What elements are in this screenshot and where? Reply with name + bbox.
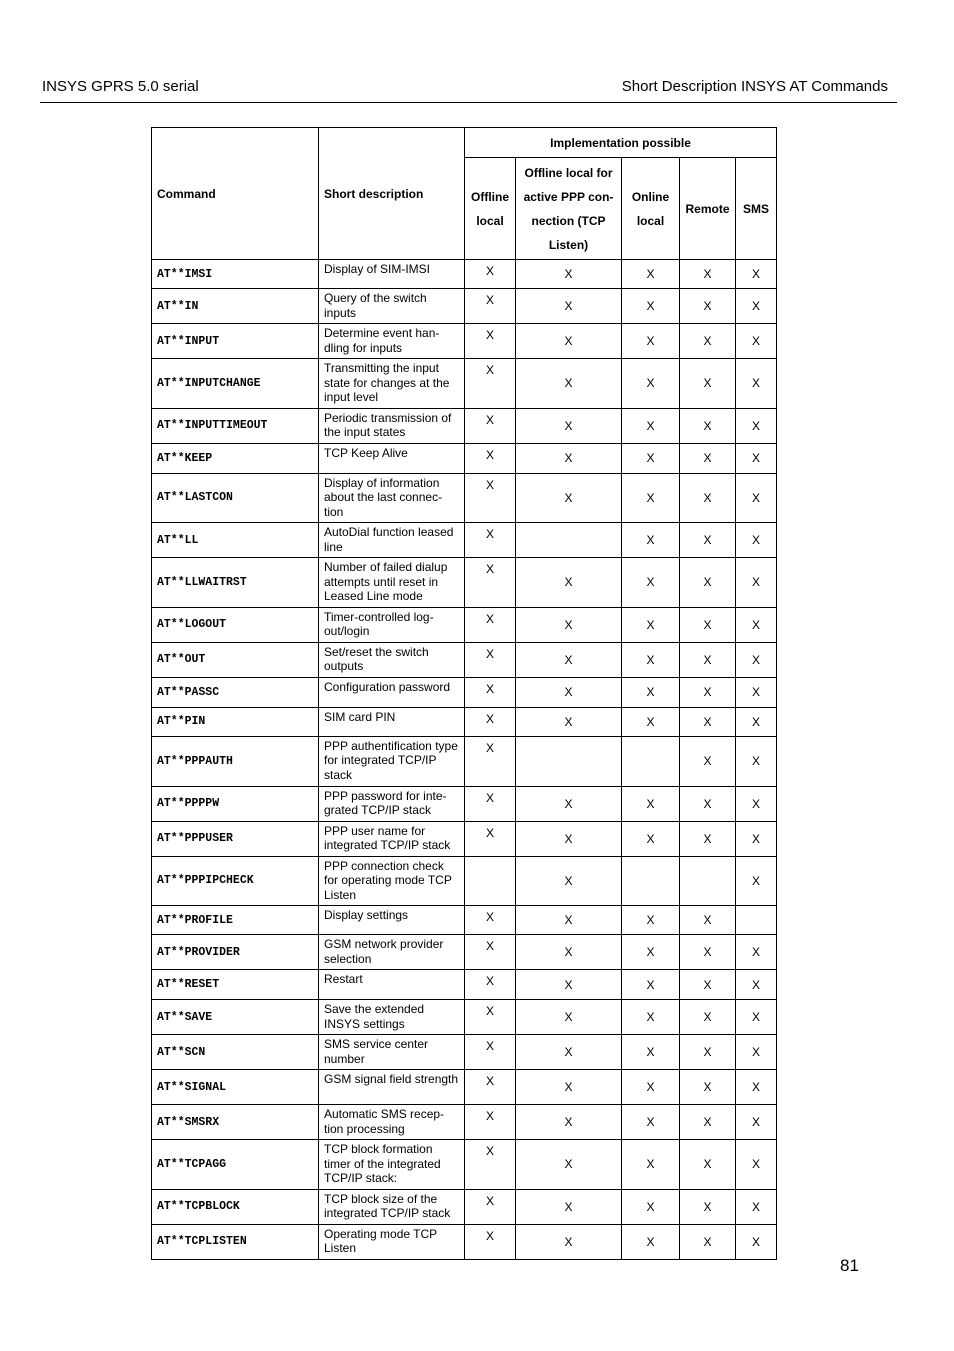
offline-ppp-cell: X xyxy=(516,473,622,523)
table-row xyxy=(152,289,777,324)
command-cell: AT**OUT xyxy=(152,642,319,677)
sms-cell: X xyxy=(736,359,777,409)
table-row xyxy=(152,408,777,443)
description-cell: GSM signal field strength xyxy=(319,1070,465,1105)
offline-local-cell: X xyxy=(465,642,516,677)
online-local-cell: X xyxy=(622,289,680,324)
remote-cell: X xyxy=(680,359,736,409)
offline-local-cell: X xyxy=(465,1224,516,1259)
online-local-cell: X xyxy=(622,607,680,642)
online-local-cell: X xyxy=(622,359,680,409)
table-row xyxy=(152,1105,777,1140)
table-body xyxy=(152,260,777,1260)
offline-local-cell: X xyxy=(465,1189,516,1224)
remote-cell: X xyxy=(680,324,736,359)
offline-ppp-cell: X xyxy=(516,821,622,856)
remote-cell: X xyxy=(680,289,736,324)
header-divider xyxy=(40,102,897,103)
column-header-offline-ppp: Offline local for active PPP con-nection (TCP Listen) xyxy=(516,158,622,260)
command-cell: AT**RESET xyxy=(152,970,319,1000)
sms-cell: X xyxy=(736,1189,777,1224)
description-cell: Display of SIM-IMSI xyxy=(319,260,465,289)
offline-ppp-cell: X xyxy=(516,707,622,736)
command-cell: AT**LASTCON xyxy=(152,473,319,523)
column-header-remote: Remote xyxy=(680,158,736,260)
remote-cell: X xyxy=(680,260,736,289)
offline-ppp-cell: X xyxy=(516,558,622,608)
offline-ppp-cell: X xyxy=(516,856,622,906)
column-group-implementation: Implementation possible xyxy=(465,128,777,158)
command-cell: AT**PPPUSER xyxy=(152,821,319,856)
description-cell: Operating mode TCP Listen xyxy=(319,1224,465,1259)
offline-local-cell: X xyxy=(465,408,516,443)
offline-local-cell: X xyxy=(465,821,516,856)
sms-cell: X xyxy=(736,786,777,821)
sms-cell: X xyxy=(736,1035,777,1070)
offline-local-cell: X xyxy=(465,970,516,1000)
column-header-offline-local: Offline local xyxy=(465,158,516,260)
table-row xyxy=(152,443,777,473)
online-local-cell: X xyxy=(622,1070,680,1105)
remote-cell: X xyxy=(680,821,736,856)
table-row xyxy=(152,1000,777,1035)
description-cell: PPP connection check for operating mode TCP Listen xyxy=(319,856,465,906)
command-cell: AT**LOGOUT xyxy=(152,607,319,642)
remote-cell xyxy=(680,856,736,906)
sms-cell: X xyxy=(736,260,777,289)
offline-local-cell: X xyxy=(465,1105,516,1140)
command-cell: AT**LL xyxy=(152,523,319,558)
description-cell: Transmitting the input state for changes at the input level xyxy=(319,359,465,409)
offline-ppp-cell: X xyxy=(516,1000,622,1035)
command-cell: AT**PROVIDER xyxy=(152,935,319,970)
offline-ppp-cell: X xyxy=(516,408,622,443)
offline-local-cell: X xyxy=(465,289,516,324)
offline-local-cell: X xyxy=(465,1035,516,1070)
offline-local-cell: X xyxy=(465,324,516,359)
offline-local-cell: X xyxy=(465,443,516,473)
offline-ppp-cell: X xyxy=(516,1224,622,1259)
offline-local-cell: X xyxy=(465,1000,516,1035)
remote-cell: X xyxy=(680,443,736,473)
table-row xyxy=(152,821,777,856)
sms-cell: X xyxy=(736,935,777,970)
offline-ppp-cell: X xyxy=(516,1189,622,1224)
online-local-cell: X xyxy=(622,324,680,359)
description-cell: Configuration password xyxy=(319,677,465,707)
description-cell: Periodic transmission of the input states xyxy=(319,408,465,443)
description-cell: PPP user name for integrated TCP/IP stack xyxy=(319,821,465,856)
command-cell: AT**LLWAITRST xyxy=(152,558,319,608)
remote-cell: X xyxy=(680,558,736,608)
online-local-cell xyxy=(622,856,680,906)
description-cell: SIM card PIN xyxy=(319,707,465,736)
table-row xyxy=(152,1189,777,1224)
description-cell: Timer-controlled log-out/login xyxy=(319,607,465,642)
remote-cell: X xyxy=(680,677,736,707)
offline-local-cell: X xyxy=(465,736,516,786)
online-local-cell: X xyxy=(622,786,680,821)
sms-cell: X xyxy=(736,289,777,324)
online-local-cell: X xyxy=(622,523,680,558)
command-cell: AT**INPUTCHANGE xyxy=(152,359,319,409)
command-cell: AT**TCPAGG xyxy=(152,1140,319,1190)
offline-ppp-cell: X xyxy=(516,970,622,1000)
online-local-cell: X xyxy=(622,1189,680,1224)
online-local-cell: X xyxy=(622,558,680,608)
remote-cell: X xyxy=(680,1105,736,1140)
online-local-cell: X xyxy=(622,408,680,443)
command-cell: AT**INPUT xyxy=(152,324,319,359)
offline-ppp-cell: X xyxy=(516,260,622,289)
offline-local-cell: X xyxy=(465,906,516,935)
online-local-cell: X xyxy=(622,1105,680,1140)
online-local-cell: X xyxy=(622,935,680,970)
table-row xyxy=(152,707,777,736)
online-local-cell: X xyxy=(622,1000,680,1035)
description-cell: TCP Keep Alive xyxy=(319,443,465,473)
table-row xyxy=(152,970,777,1000)
online-local-cell: X xyxy=(622,642,680,677)
online-local-cell: X xyxy=(622,1140,680,1190)
offline-local-cell xyxy=(465,856,516,906)
remote-cell: X xyxy=(680,1035,736,1070)
sms-cell: X xyxy=(736,558,777,608)
offline-local-cell: X xyxy=(465,473,516,523)
command-cell: AT**PROFILE xyxy=(152,906,319,935)
online-local-cell: X xyxy=(622,1224,680,1259)
online-local-cell: X xyxy=(622,821,680,856)
offline-ppp-cell: X xyxy=(516,786,622,821)
table-row xyxy=(152,856,777,906)
command-cell: AT**PPPAUTH xyxy=(152,736,319,786)
remote-cell: X xyxy=(680,1189,736,1224)
sms-cell: X xyxy=(736,324,777,359)
column-header-description: Short description xyxy=(319,128,465,260)
description-cell: Display settings xyxy=(319,906,465,935)
description-cell: Save the extended INSYS settings xyxy=(319,1000,465,1035)
description-cell: Restart xyxy=(319,970,465,1000)
table-row xyxy=(152,786,777,821)
sms-cell: X xyxy=(736,1105,777,1140)
command-cell: AT**SIGNAL xyxy=(152,1070,319,1105)
description-cell: PPP authentification type for integrated TCP/IP stack xyxy=(319,736,465,786)
online-local-cell: X xyxy=(622,707,680,736)
sms-cell: X xyxy=(736,642,777,677)
offline-local-cell: X xyxy=(465,677,516,707)
offline-ppp-cell xyxy=(516,736,622,786)
page-number: 81 xyxy=(840,1256,859,1275)
description-cell: GSM network provider selection xyxy=(319,935,465,970)
table-row xyxy=(152,359,777,409)
offline-ppp-cell: X xyxy=(516,289,622,324)
table-row xyxy=(152,1224,777,1259)
table-row xyxy=(152,1070,777,1105)
remote-cell: X xyxy=(680,786,736,821)
offline-local-cell: X xyxy=(465,707,516,736)
sms-cell: X xyxy=(736,607,777,642)
sms-cell: X xyxy=(736,970,777,1000)
header-product-name: INSYS GPRS 5.0 serial xyxy=(42,78,199,95)
description-cell: Determine event han-dling for inputs xyxy=(319,324,465,359)
table-row xyxy=(152,260,777,289)
command-cell: AT**KEEP xyxy=(152,443,319,473)
command-cell: AT**SCN xyxy=(152,1035,319,1070)
remote-cell: X xyxy=(680,607,736,642)
sms-cell: X xyxy=(736,1070,777,1105)
offline-ppp-cell: X xyxy=(516,443,622,473)
remote-cell: X xyxy=(680,1224,736,1259)
offline-local-cell: X xyxy=(465,1070,516,1105)
sms-cell: X xyxy=(736,523,777,558)
table-row xyxy=(152,1140,777,1190)
online-local-cell: X xyxy=(622,970,680,1000)
offline-ppp-cell: X xyxy=(516,906,622,935)
command-cell: AT**IMSI xyxy=(152,260,319,289)
command-cell: AT**TCPBLOCK xyxy=(152,1189,319,1224)
sms-cell: X xyxy=(736,707,777,736)
command-cell: AT**PPPIPCHECK xyxy=(152,856,319,906)
table-row xyxy=(152,523,777,558)
offline-ppp-cell: X xyxy=(516,1070,622,1105)
remote-cell: X xyxy=(680,408,736,443)
remote-cell: X xyxy=(680,935,736,970)
sms-cell: X xyxy=(736,821,777,856)
table-row xyxy=(152,324,777,359)
table-row xyxy=(152,736,777,786)
description-cell: SMS service center number xyxy=(319,1035,465,1070)
online-local-cell: X xyxy=(622,443,680,473)
offline-ppp-cell: X xyxy=(516,1140,622,1190)
table-row xyxy=(152,906,777,935)
command-cell: AT**INPUTTIMEOUT xyxy=(152,408,319,443)
sms-cell: X xyxy=(736,1140,777,1190)
table-row xyxy=(152,1035,777,1070)
offline-local-cell: X xyxy=(465,558,516,608)
column-header-sms: SMS xyxy=(736,158,777,260)
sms-cell: X xyxy=(736,443,777,473)
description-cell: Number of failed dialup attempts until reset in Leased Line mode xyxy=(319,558,465,608)
description-cell: Query of the switch inputs xyxy=(319,289,465,324)
offline-local-cell: X xyxy=(465,786,516,821)
offline-local-cell: X xyxy=(465,607,516,642)
online-local-cell: X xyxy=(622,1035,680,1070)
command-cell: AT**PASSC xyxy=(152,677,319,707)
sms-cell: X xyxy=(736,408,777,443)
command-cell: AT**SMSRX xyxy=(152,1105,319,1140)
column-header-online-local: Online local xyxy=(622,158,680,260)
remote-cell: X xyxy=(680,906,736,935)
sms-cell: X xyxy=(736,736,777,786)
online-local-cell: X xyxy=(622,906,680,935)
offline-local-cell: X xyxy=(465,260,516,289)
column-header-command: Command xyxy=(152,128,319,260)
offline-ppp-cell: X xyxy=(516,935,622,970)
command-cell: AT**PPPPW xyxy=(152,786,319,821)
online-local-cell xyxy=(622,736,680,786)
command-cell: AT**TCPLISTEN xyxy=(152,1224,319,1259)
remote-cell: X xyxy=(680,1140,736,1190)
command-cell: AT**IN xyxy=(152,289,319,324)
sms-cell: X xyxy=(736,1000,777,1035)
remote-cell: X xyxy=(680,523,736,558)
online-local-cell: X xyxy=(622,260,680,289)
offline-ppp-cell xyxy=(516,523,622,558)
description-cell: AutoDial function leased line xyxy=(319,523,465,558)
offline-ppp-cell: X xyxy=(516,642,622,677)
table-row xyxy=(152,558,777,608)
offline-ppp-cell: X xyxy=(516,1105,622,1140)
description-cell: TCP block formation timer of the integrated TCP/IP stack: xyxy=(319,1140,465,1190)
offline-local-cell: X xyxy=(465,359,516,409)
header-section-title: Short Description INSYS AT Commands xyxy=(621,78,888,95)
offline-ppp-cell: X xyxy=(516,324,622,359)
remote-cell: X xyxy=(680,473,736,523)
online-local-cell: X xyxy=(622,473,680,523)
description-cell: TCP block size of the integrated TCP/IP stack xyxy=(319,1189,465,1224)
description-cell: Automatic SMS recep-tion processing xyxy=(319,1105,465,1140)
description-cell: Set/reset the switch outputs xyxy=(319,642,465,677)
sms-cell: X xyxy=(736,677,777,707)
table-row xyxy=(152,607,777,642)
remote-cell: X xyxy=(680,642,736,677)
command-cell: AT**SAVE xyxy=(152,1000,319,1035)
offline-ppp-cell: X xyxy=(516,677,622,707)
offline-local-cell: X xyxy=(465,1140,516,1190)
remote-cell: X xyxy=(680,736,736,786)
remote-cell: X xyxy=(680,707,736,736)
offline-local-cell: X xyxy=(465,523,516,558)
offline-ppp-cell: X xyxy=(516,1035,622,1070)
table-row xyxy=(152,473,777,523)
offline-local-cell: X xyxy=(465,935,516,970)
sms-cell: X xyxy=(736,473,777,523)
offline-ppp-cell: X xyxy=(516,607,622,642)
table-row xyxy=(152,935,777,970)
remote-cell: X xyxy=(680,970,736,1000)
remote-cell: X xyxy=(680,1000,736,1035)
at-commands-table xyxy=(151,127,777,1260)
sms-cell xyxy=(736,906,777,935)
sms-cell: X xyxy=(736,1224,777,1259)
table-row xyxy=(152,642,777,677)
remote-cell: X xyxy=(680,1070,736,1105)
command-cell: AT**PIN xyxy=(152,707,319,736)
online-local-cell: X xyxy=(622,677,680,707)
table-row xyxy=(152,677,777,707)
description-cell: Display of information about the last connec-tion xyxy=(319,473,465,523)
sms-cell: X xyxy=(736,856,777,906)
description-cell: PPP password for inte-grated TCP/IP stack xyxy=(319,786,465,821)
offline-ppp-cell: X xyxy=(516,359,622,409)
